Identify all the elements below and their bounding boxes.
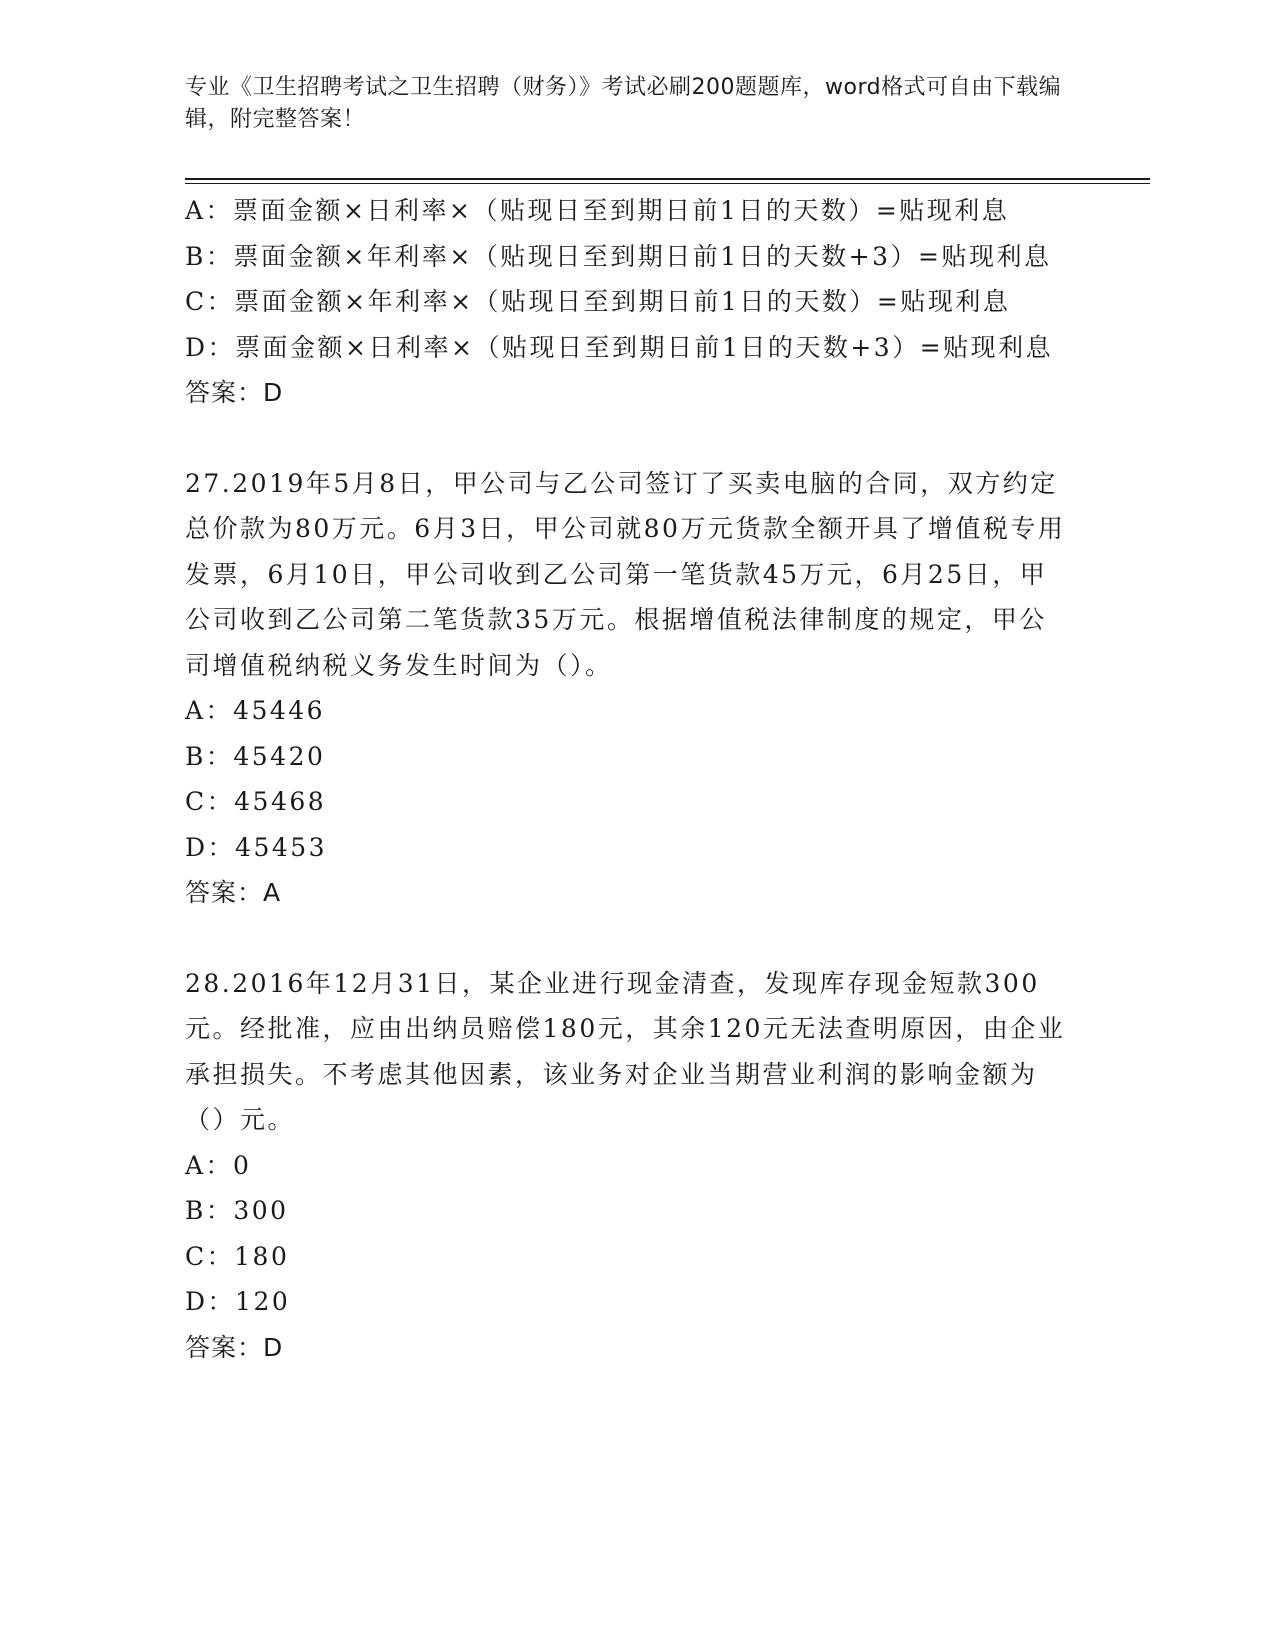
option-c: C：180 (185, 1241, 290, 1271)
spacer (185, 916, 1070, 961)
document-body (185, 188, 1070, 1370)
option-c: C：票面金额×年利率×（贴现日至到期日前1日的天数）=贴现利息 (185, 287, 1011, 316)
answer: 答案：A (185, 878, 282, 907)
option-a: A：45446 (185, 696, 326, 725)
option-d: D：45453 (185, 832, 328, 862)
question-27 (185, 461, 1070, 916)
option-b: B：45420 (185, 741, 326, 771)
question-stem: 28.2016年12月31日，某企业进行现金清查，发现库存现金短款300元。经批准，应由出纳员赔偿180元，其余120元无法查明原因，由企业承担损失。不考虑其他因素，该业务对企业当期营业利润的影响金额为（）元。 (185, 968, 1066, 1134)
document-header: 专业《卫生招聘考试之卫生招聘（财务）》考试必刷200题题库，word格式可自由下载编辑，附完整答案！ (185, 75, 1062, 132)
question-28 (185, 961, 1070, 1371)
option-a: A：票面金额×日利率×（贴现日至到期日前1日的天数）=贴现利息 (185, 196, 1010, 225)
option-d: D：120 (185, 1287, 291, 1316)
answer: 答案：D (185, 378, 284, 407)
header-rule-thick (185, 178, 1150, 180)
option-c: C：45468 (185, 787, 327, 816)
spacer (185, 416, 1070, 461)
question-stem: 27.2019年5月8日，甲公司与乙公司签订了买卖电脑的合同，双方约定总价款为80万元。6月3日，甲公司就80万元货款全额开具了增值税专用发票，6月10日，甲公司收到乙公司第一笔货款45万元，6月25日，甲公司收到乙公司第二笔货款35万元。根据增值税法律制度的规定，甲公司增值税纳税义务发生时间为（）。 (185, 468, 1066, 680)
answer: 答案：D (185, 1332, 284, 1362)
option-d: D：票面金额×日利率×（贴现日至到期日前1日的天数+3）=贴现利息 (185, 332, 1054, 362)
option-b: B：300 (185, 1196, 289, 1225)
option-b: B：票面金额×年利率×（贴现日至到期日前1日的天数+3）=贴现利息 (185, 241, 1052, 271)
question-26 (185, 188, 1070, 416)
option-a: A：0 (185, 1150, 252, 1180)
header-rule-thin (185, 183, 1150, 184)
